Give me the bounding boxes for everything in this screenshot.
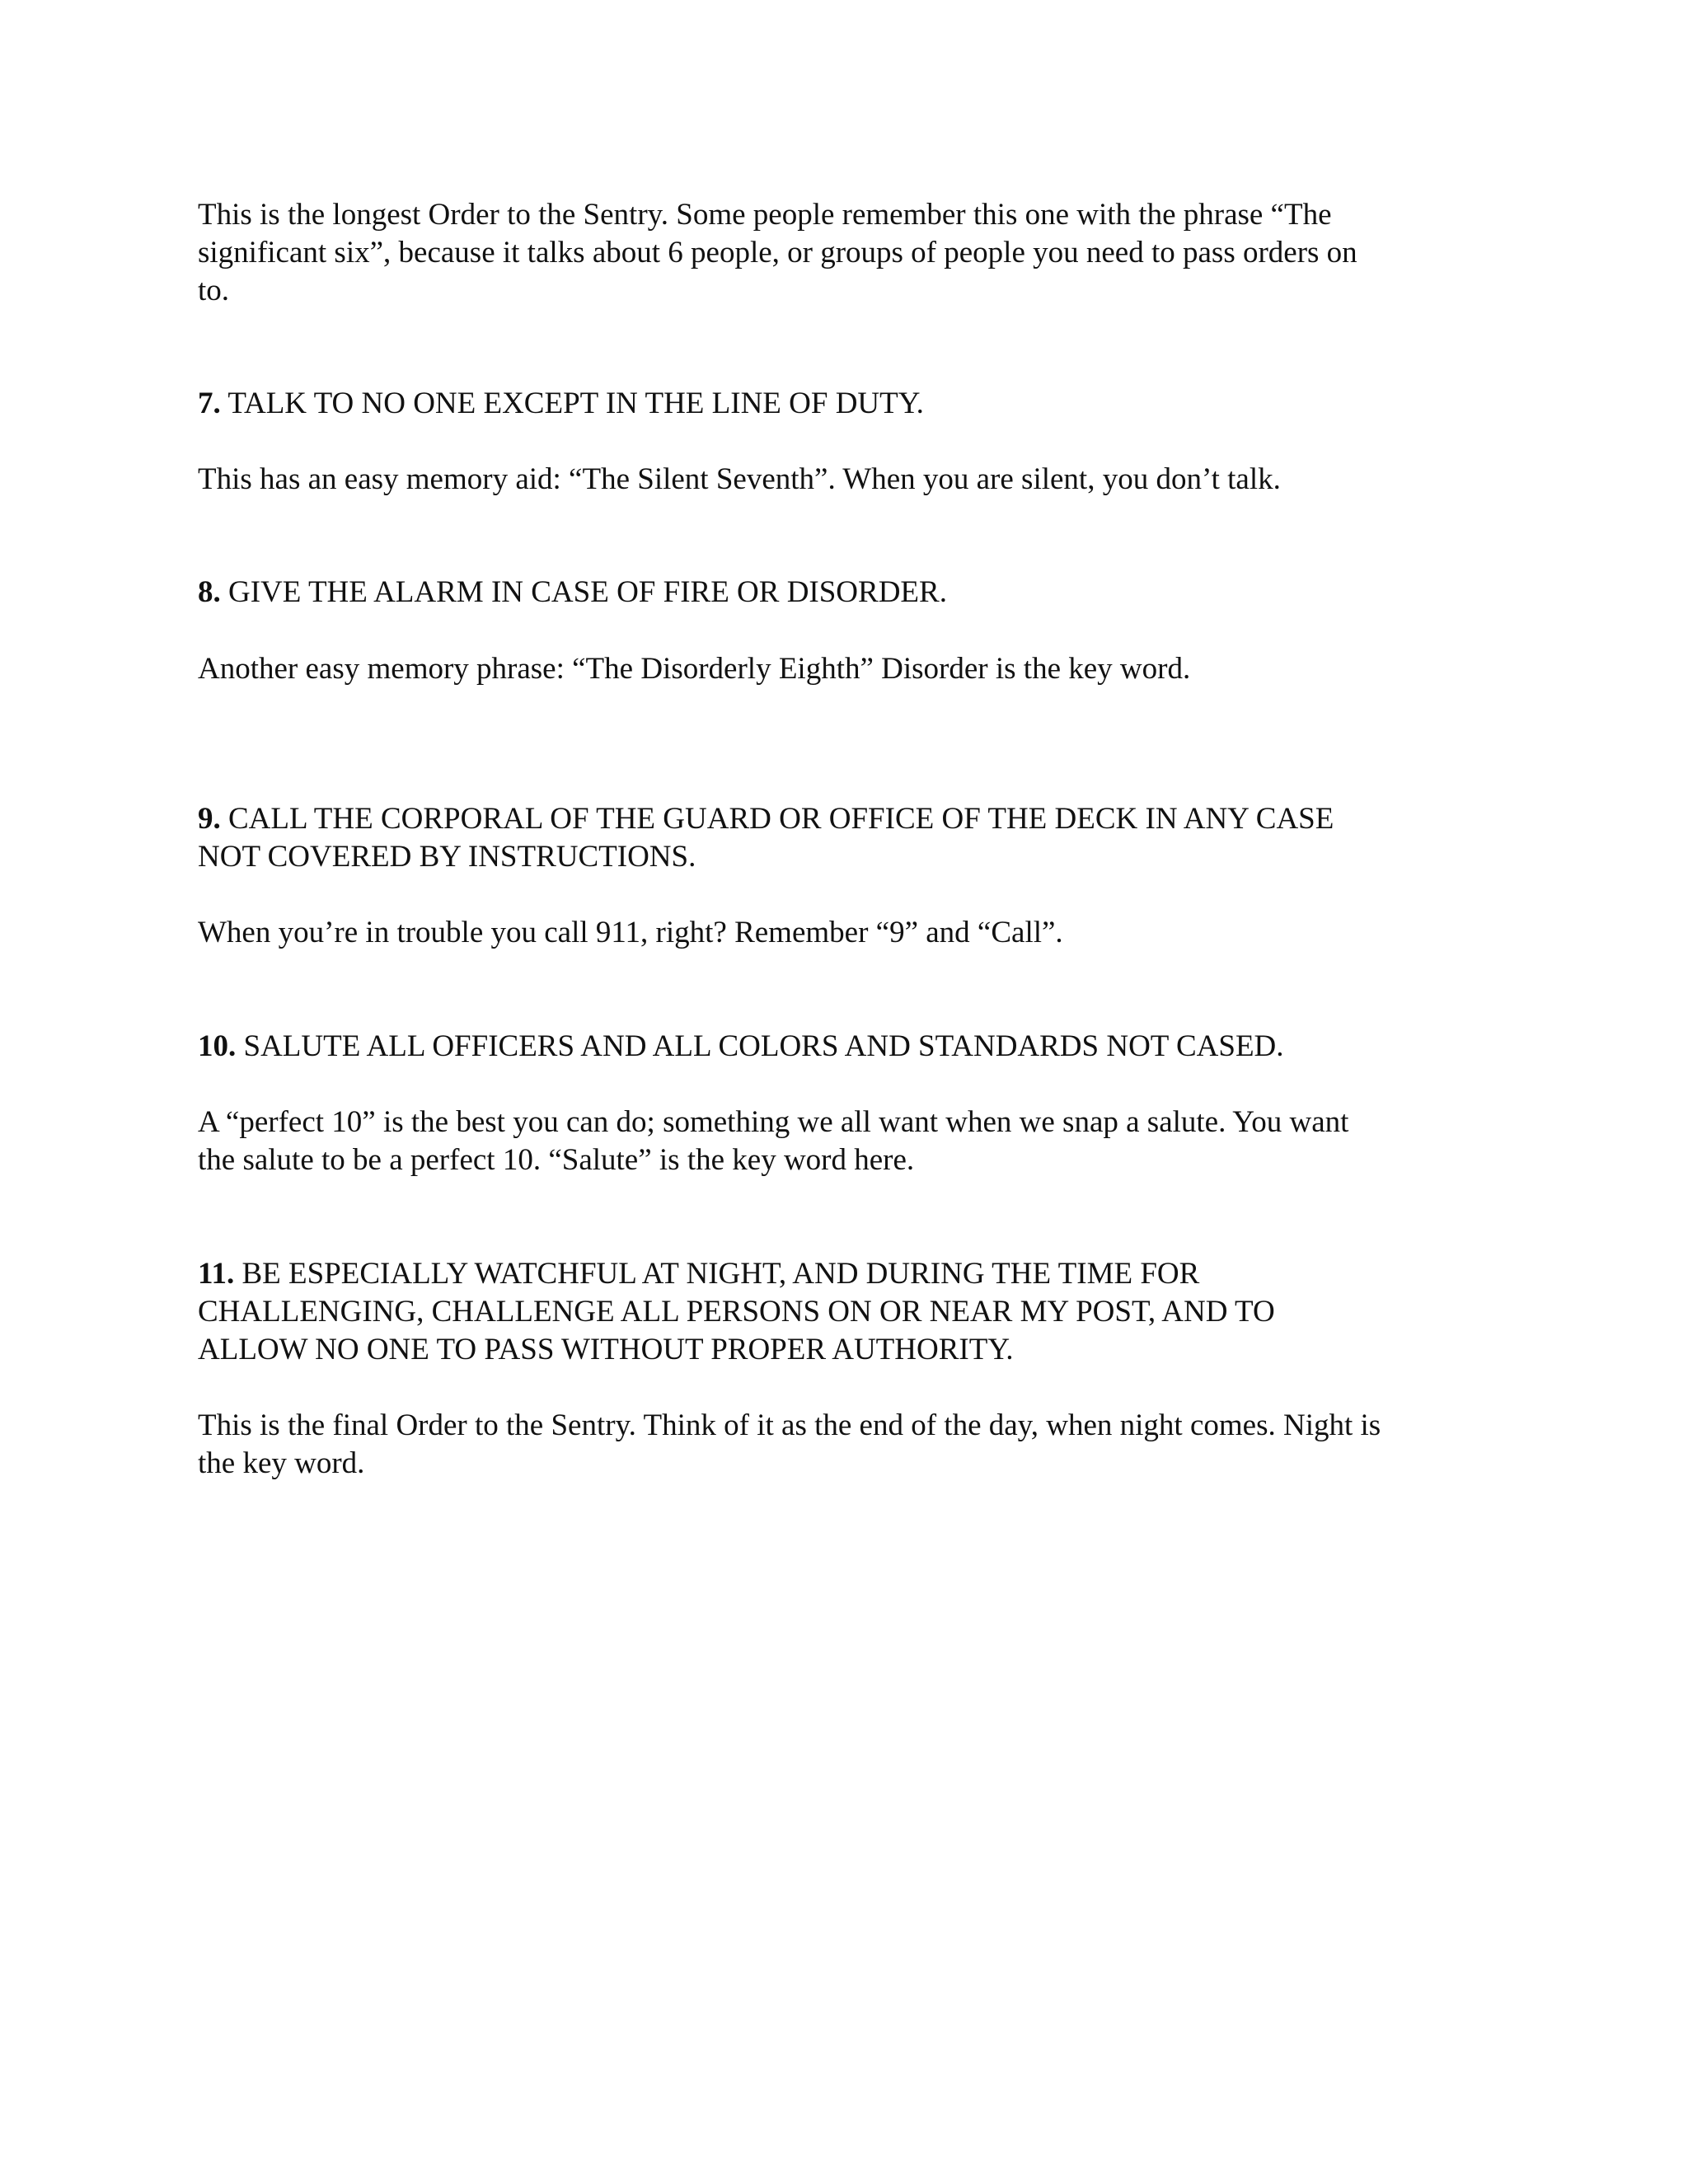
order-9-text: CALL THE CORPORAL OF THE GUARD OR OFFICE OF THE DECK IN ANY CASE NOT COVERED BY INSTRUCTIONS. [198,802,1334,874]
order-10-explanation: A “perfect 10” is the best you can do; something we all want when we snap a salute. You want the salute to be a perfect 10. “Salute” is the key word here. [198,1105,1349,1177]
order-8-explanation: Another easy memory phrase: “The Disorderly Eighth” Disorder is the key word. [198,652,1191,686]
order-11-number: 11. [198,1257,235,1291]
order-8-number: 8. [198,575,221,609]
order-11-explanation: This is the final Order to the Sentry. Think of it as the end of the day, when night comes. Night is the key word. [198,1408,1381,1480]
order-7-number: 7. [198,387,221,420]
order-10-number: 10. [198,1029,237,1063]
order-10-text: SALUTE ALL OFFICERS AND ALL COLORS AND STANDARDS NOT CASED. [243,1029,1284,1063]
order-8-heading [198,574,1500,612]
order-10-heading [198,1028,1500,1066]
order-7-text: TALK TO NO ONE EXCEPT IN THE LINE OF DUTY. [227,387,924,420]
order-8-text: GIVE THE ALARM IN CASE OF FIRE OR DISORDER. [228,575,947,609]
order-7-explanation: This has an easy memory aid: “The Silent Seventh”. When you are silent, you don’t talk. [198,462,1281,496]
order-11-text: BE ESPECIALLY WATCHFUL AT NIGHT, AND DURING THE TIME FOR CHALLENGING, CHALLENGE ALL PERSONS ON OR NEAR MY POST, AND TO ALLOW NO ONE TO PASS WITHOUT PROPER AUTHORITY. [198,1257,1275,1366]
order-9-explanation: When you’re in trouble you call 911, right? Remember “9” and “Call”. [198,916,1063,949]
intro-paragraph: This is the longest Order to the Sentry. Some people remember this one with the phrase “The significant six”, because it talks about 6 people, or groups of people you need to pass orders on to. [198,198,1357,307]
order-7-heading [198,385,1500,423]
order-11-heading [198,1255,1500,1369]
order-9-number: 9. [198,802,221,836]
order-9-heading [198,800,1500,876]
